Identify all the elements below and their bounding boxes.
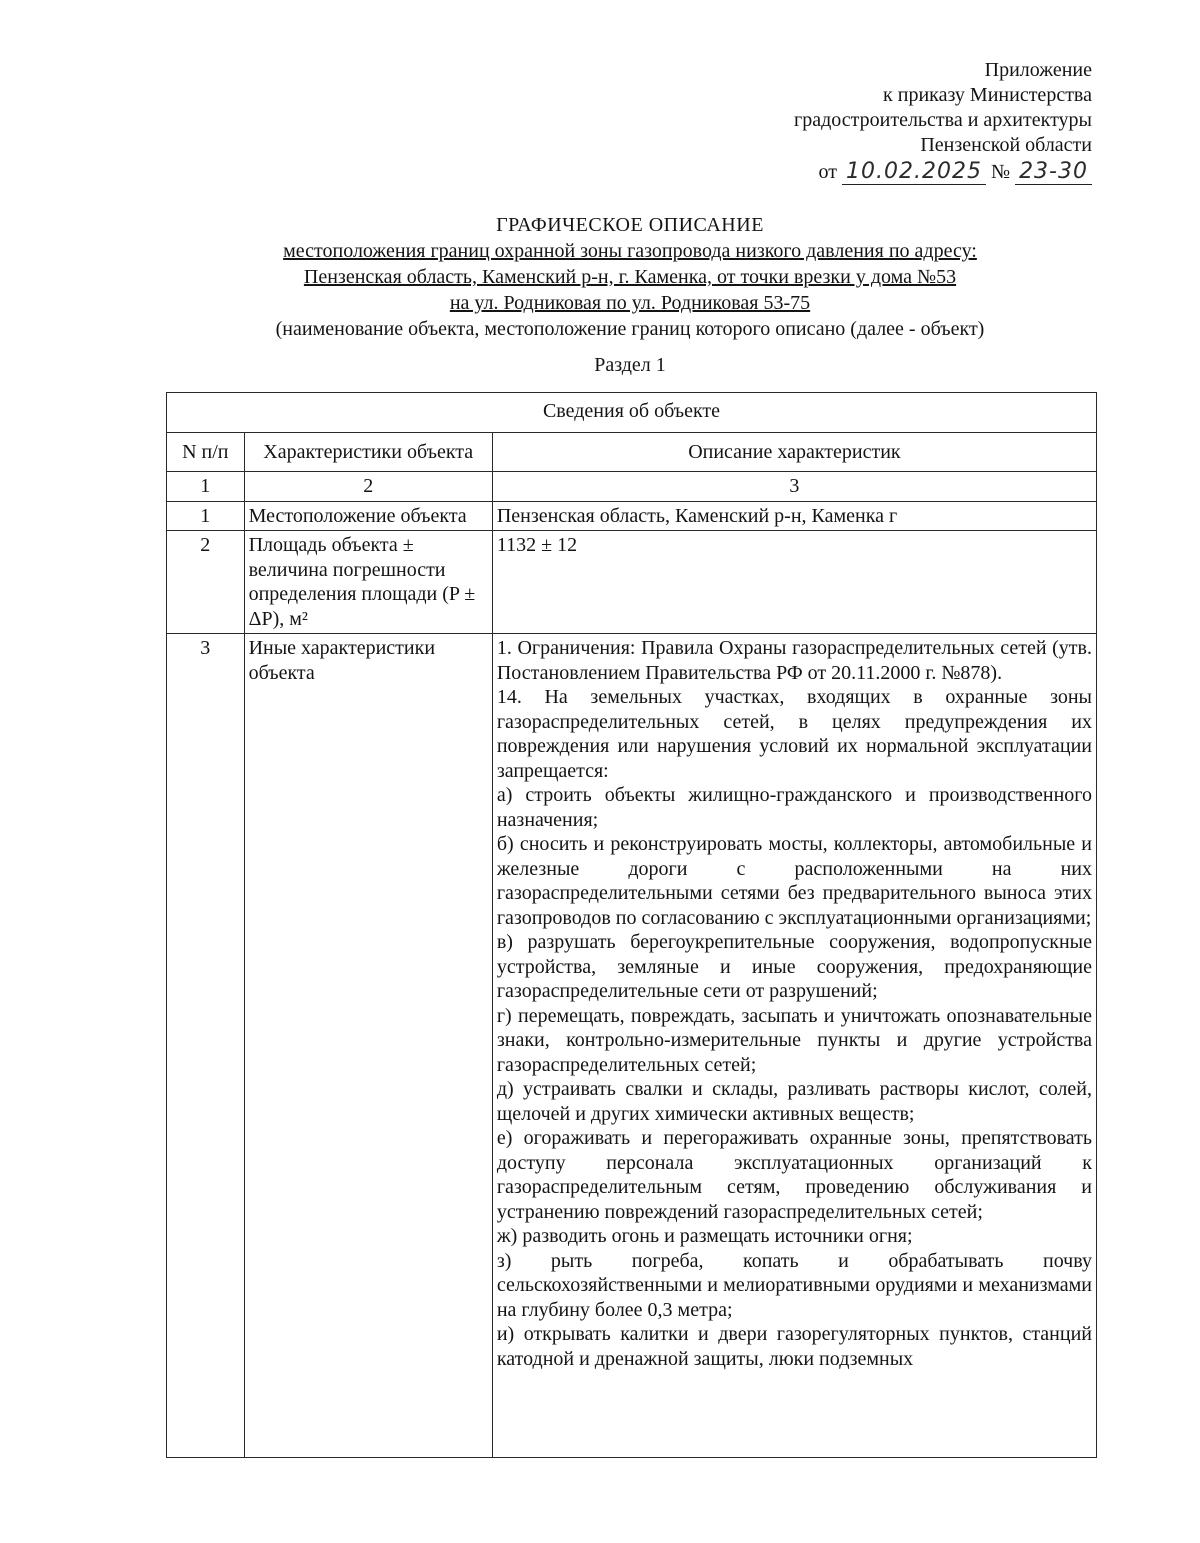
row-name: Иные характеристики объекта (244, 634, 492, 1458)
title-heading: ГРАФИЧЕСКОЕ ОПИСАНИЕ (496, 214, 764, 236)
handwritten-number: 23-30 (1015, 159, 1092, 185)
number-prefix: № (990, 161, 1011, 183)
header-num: N п/п (167, 433, 245, 472)
table-row (167, 501, 1097, 531)
title-caption: (наименование объекта, местоположение границ которого описано (далее - объект) (275, 318, 985, 340)
document-title (0, 212, 1200, 342)
restriction-paragraph: ж) разводить огонь и размещать источники огня; (496, 1225, 913, 1247)
column-number-row (167, 472, 1097, 502)
restriction-paragraph: б) сносить и реконструировать мосты, коллекторы, автомобильные и железные дороги с расположенными на них газораспределительными сетями без предварительного выноса этих газопроводов по согласованию с эксплуатационными организациями; (496, 833, 1092, 929)
attachment-line-2: к приказу Министерства (883, 84, 1092, 106)
object-info-table (166, 392, 1097, 1458)
restriction-paragraph: е) огораживать и перегораживать охранные зоны, препятствовать доступу персонала эксплуатационных организаций к газораспределительным сетям, проведению обслуживания и устранению повреждений газораспределительных сетей; (496, 1127, 1092, 1223)
title-line-3: на ул. Родниковая по ул. Родниковая 53-75 (449, 292, 811, 314)
date-prefix: от (818, 161, 837, 183)
restriction-paragraph: и) открывать калитки и двери газорегуляторных пунктов, станций катодной и дренажной защиты, люки подземных (496, 1323, 1092, 1370)
row-num: 1 (167, 501, 245, 531)
header-description: Описание характеристик (492, 433, 1096, 472)
handwritten-date: 10.02.2025 (842, 159, 986, 185)
restriction-paragraph: в) разрушать берегоукрепительные сооружения, водопропускные устройства, земляные и иные сооружения, предохраняющие газораспределительные сети от разрушений; (496, 931, 1092, 1002)
table-row (167, 634, 1097, 1458)
table-caption: Сведения об объекте (167, 393, 1097, 433)
row-num: 3 (167, 634, 245, 1458)
row-value-restrictions (492, 634, 1096, 1458)
order-date-line (672, 159, 1092, 185)
title-line-2: Пензенская область, Каменский р-н, г. Каменка, от точки врезки у дома №53 (303, 266, 957, 288)
table-header-row (167, 433, 1097, 472)
row-value: 1132 ± 12 (492, 531, 1096, 634)
attachment-block (672, 58, 1092, 185)
attachment-line-1: Приложение (984, 59, 1092, 81)
col-number-1: 1 (167, 472, 245, 502)
attachment-line-4: Пензенской области (920, 134, 1092, 156)
row-name: Местоположение объекта (244, 501, 492, 531)
row-num: 2 (167, 531, 245, 634)
row-value: Пензенская область, Каменский р-н, Каменка г (492, 501, 1096, 531)
row-name: Площадь объекта ± величина погрешности определения площади (P ± ΔP), м² (244, 531, 492, 634)
restriction-paragraph: д) устраивать свалки и склады, разливать растворы кислот, солей, щелочей и других химически активных веществ; (496, 1078, 1092, 1125)
table-caption-row (167, 393, 1097, 433)
header-characteristic: Характеристики объекта (244, 433, 492, 472)
section-label: Раздел 1 (594, 354, 666, 376)
col-number-2: 2 (244, 472, 492, 502)
restriction-paragraph: 1. Ограничения: Правила Охраны газораспределительных сетей (утв. Постановлением Правительства РФ от 20.11.2000 г. №878). (496, 637, 1092, 684)
restriction-paragraph: а) строить объекты жилищно-гражданского и производственного назначения; (496, 784, 1092, 831)
restriction-paragraph: г) перемещать, повреждать, засыпать и уничтожать опознавательные знаки, контрольно-измерительные пункты и другие устройства газораспределительных сетей; (496, 1004, 1092, 1076)
title-line-1: местоположения границ охранной зоны газопровода низкого давления по адресу: (283, 240, 977, 262)
restriction-paragraph: з) рыть погреба, копать и обрабатывать почву сельскохозяйственными и мелиоративными орудиями и механизмами на глубину более 0,3 метра; (496, 1249, 1092, 1321)
attachment-line-3: градостроительства и архитектуры (794, 109, 1092, 131)
restriction-paragraph: 14. На земельных участках, входящих в охранные зоны газораспределительных сетей, в целях предупреждения их повреждения или нарушения условий их нормальной эксплуатации запрещается: (496, 686, 1092, 782)
col-number-3: 3 (492, 472, 1096, 502)
table-row (167, 531, 1097, 634)
